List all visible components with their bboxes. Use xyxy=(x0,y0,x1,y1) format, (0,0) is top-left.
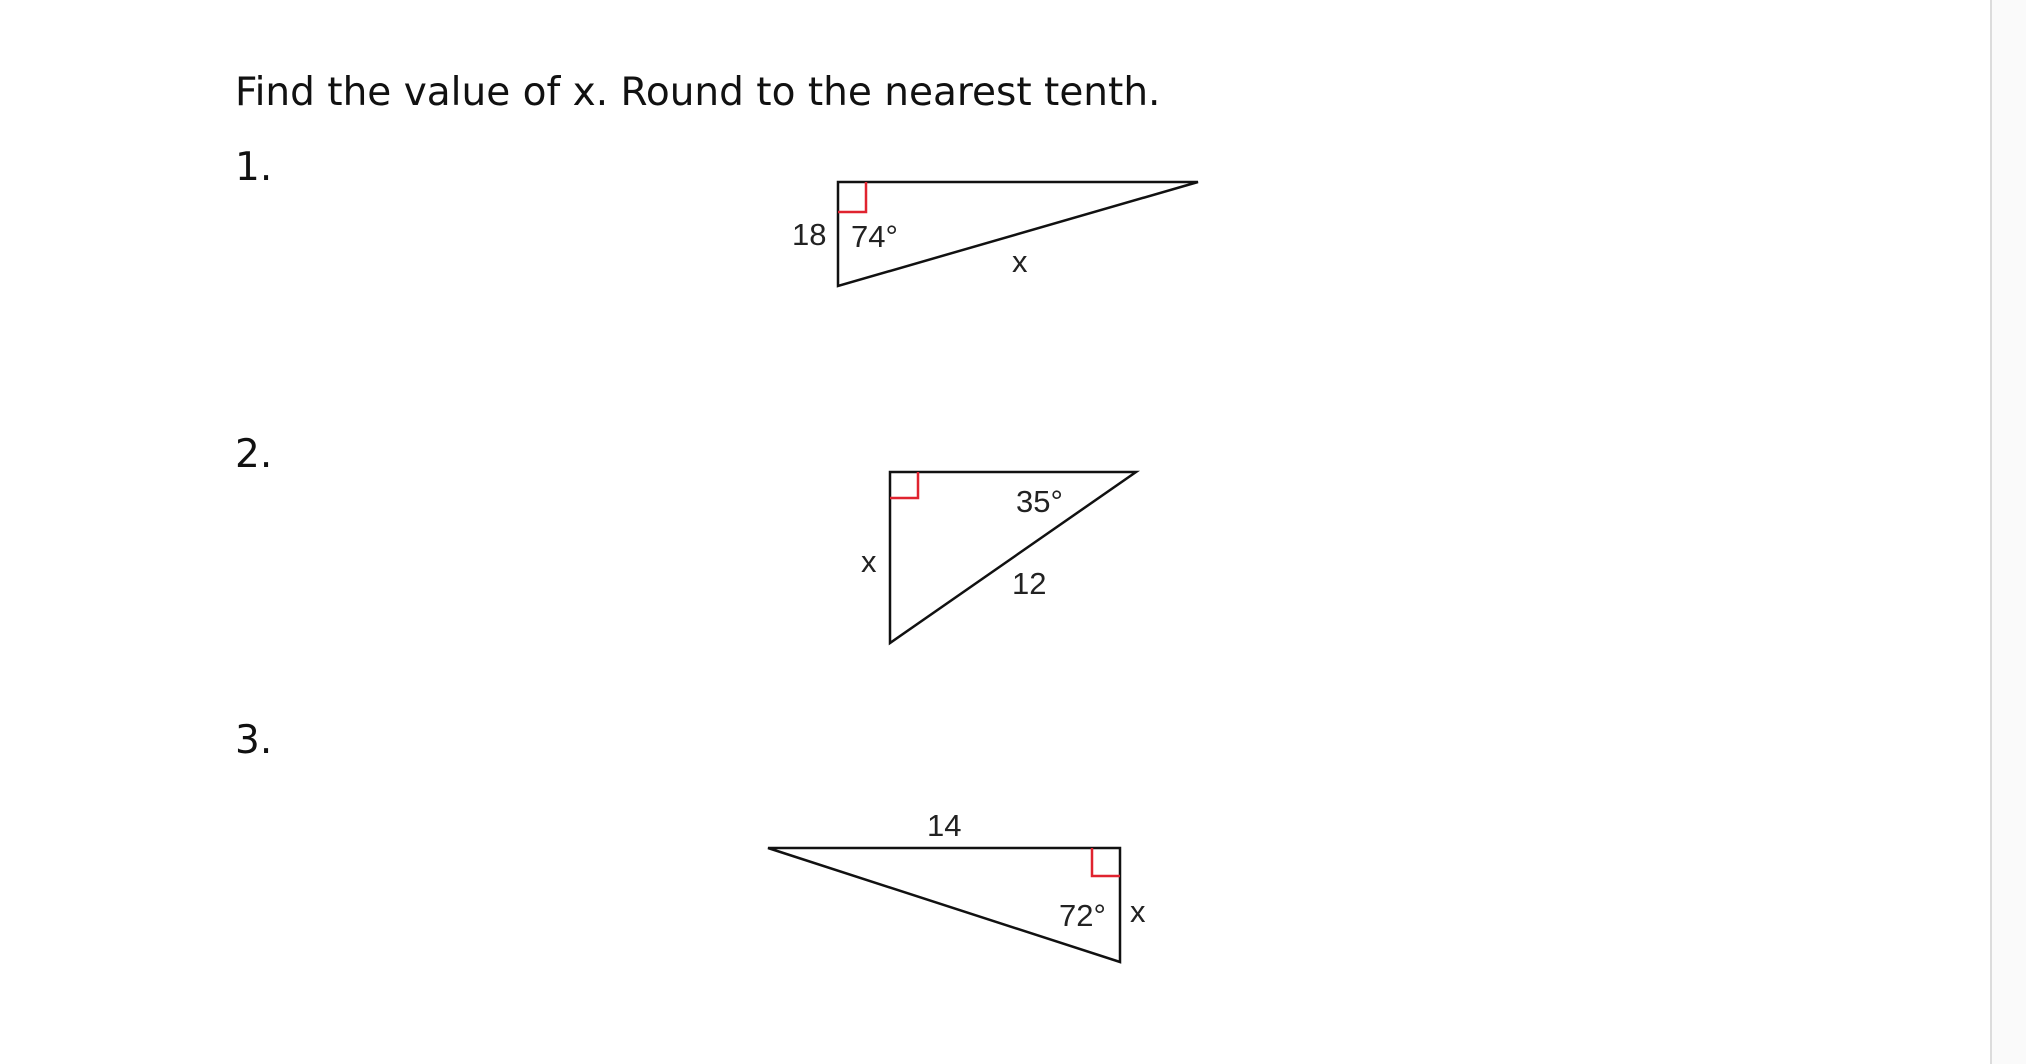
problem-3-angle-label: 72° xyxy=(1059,898,1106,933)
problem-1-unknown-label: x xyxy=(1012,244,1028,279)
problem-3-figure xyxy=(768,808,1146,962)
problem-2-figure xyxy=(861,472,1136,643)
scrollbar-track[interactable] xyxy=(1990,0,2026,1064)
problem-3-right-angle-marker xyxy=(1092,848,1120,876)
problem-1-angle-label: 74° xyxy=(851,219,898,254)
problem-2-unknown-label: x xyxy=(861,544,877,579)
problem-1-figure xyxy=(792,182,1198,286)
problem-2-side-label: 12 xyxy=(1012,566,1047,601)
problem-1-right-angle-marker xyxy=(838,182,866,212)
problem-3-unknown-label: x xyxy=(1130,894,1146,929)
problem-3-side-label: 14 xyxy=(927,808,962,843)
problem-1-side-label: 18 xyxy=(792,217,827,252)
instructions-text: Find the value of x. Round to the nearest tenth. xyxy=(235,70,1161,115)
problem-2-triangle xyxy=(890,472,1136,643)
problem-3-number: 3. xyxy=(235,718,273,763)
problem-2-right-angle-marker xyxy=(890,472,918,498)
problem-1-number: 1. xyxy=(235,145,273,190)
problem-2-angle-label: 35° xyxy=(1016,484,1063,519)
problem-2-number: 2. xyxy=(235,432,273,477)
